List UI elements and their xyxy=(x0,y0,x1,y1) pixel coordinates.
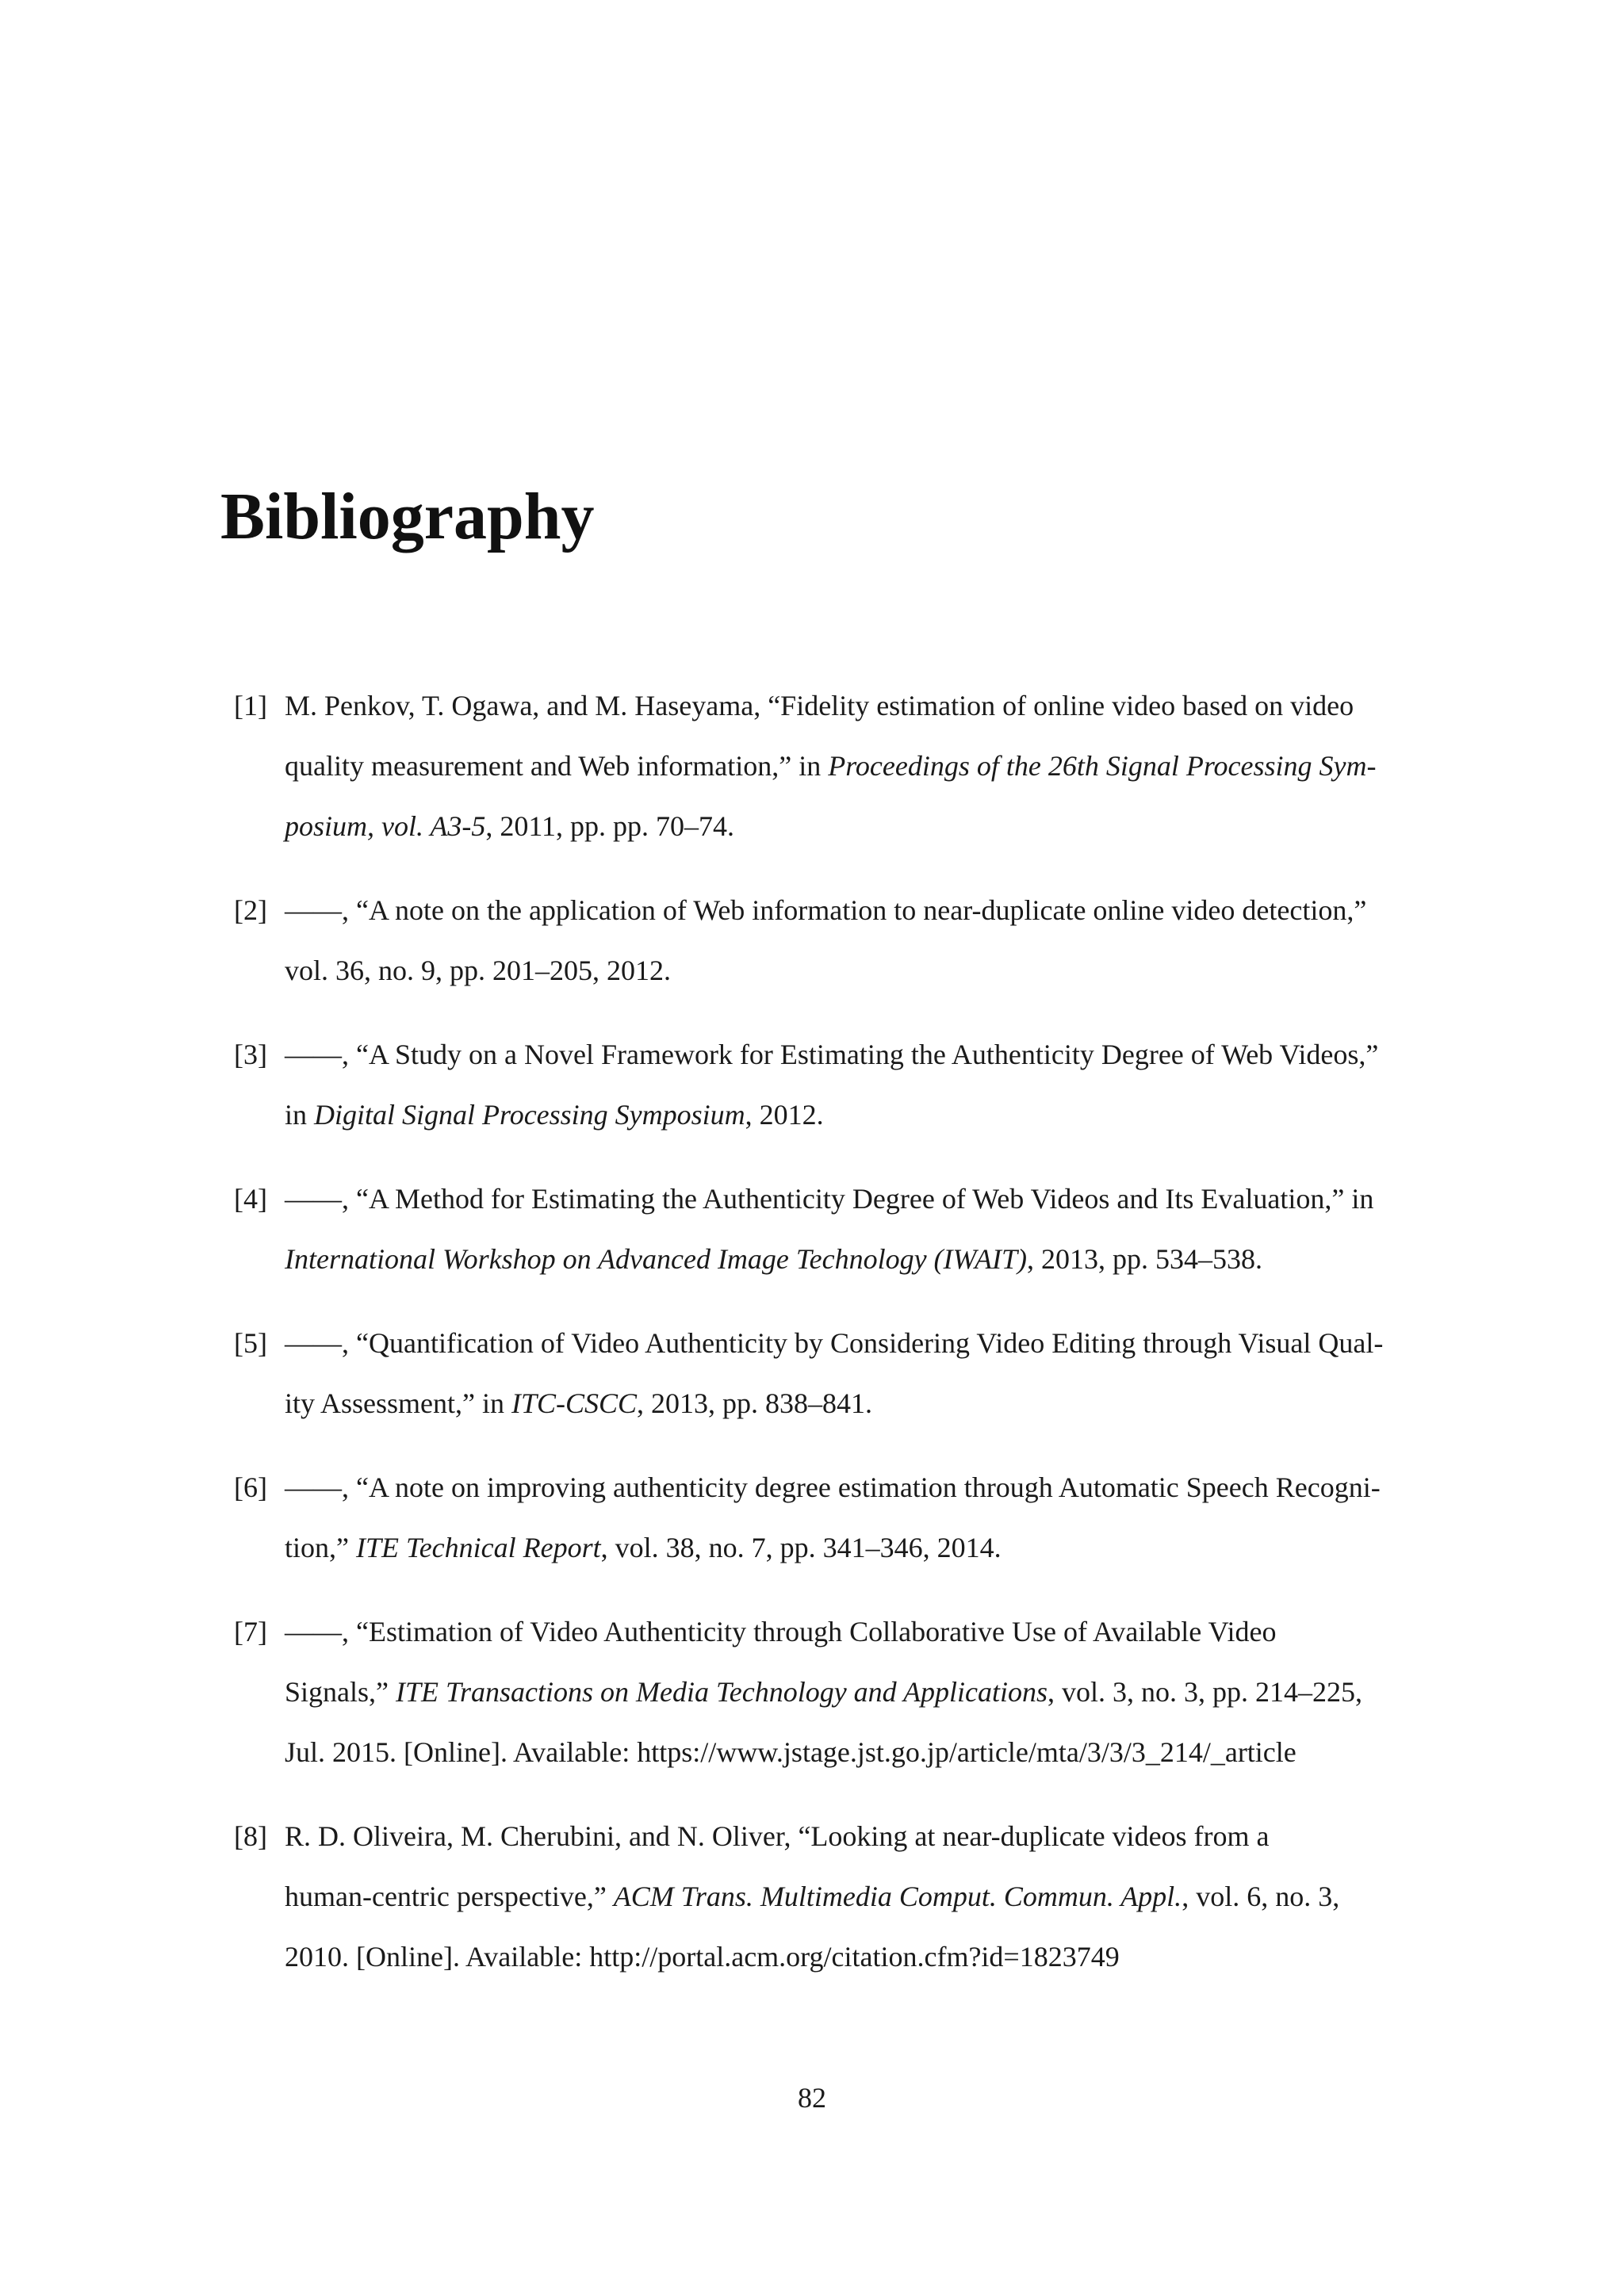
reference-text: ——, “Quantification of Video Authenticity by Considering Video Editing through Visual Qual- xyxy=(285,1327,1384,1359)
reference-text: , vol. 6, no. 3, xyxy=(1182,1881,1340,1912)
reference-text: tion,” xyxy=(285,1532,356,1563)
reference-number: [4] xyxy=(234,1183,267,1215)
reference-text: ——, “A note on improving authenticity degree estimation through Automatic Speech Recogni- xyxy=(285,1471,1381,1503)
reference-number: [7] xyxy=(234,1616,267,1647)
reference-number: [1] xyxy=(234,690,267,721)
reference-number: [3] xyxy=(234,1039,267,1070)
reference-venue: posium, vol. A3-5 xyxy=(285,810,486,842)
reference-number: [2] xyxy=(234,894,267,926)
reference-text: Signals,” xyxy=(285,1676,396,1708)
reference-text: ——, “Estimation of Video Authenticity through Collaborative Use of Available Video xyxy=(285,1616,1277,1647)
reference-text: quality measurement and Web information,” in xyxy=(285,750,829,782)
reference-text: , 2013, pp. 534–538. xyxy=(1027,1243,1262,1275)
reference-text: R. D. Oliveira, M. Cherubini, and N. Oliver, “Looking at near-duplicate videos from a xyxy=(285,1820,1270,1852)
reference-text: ——, “A Study on a Novel Framework for Estimating the Authenticity Degree of Web Videos,” xyxy=(285,1039,1379,1070)
reference-url[interactable]: 2010. [Online]. Available: http://portal.acm.org/citation.cfm?id=1823749 xyxy=(285,1941,1120,1973)
reference-text: , vol. 3, no. 3, pp. 214–225, xyxy=(1048,1676,1363,1708)
page-number: 82 xyxy=(798,2082,826,2114)
reference-text: ——, “A note on the application of Web information to near-duplicate online video detection,” xyxy=(285,894,1367,926)
reference-venue: ACM Trans. Multimedia Comput. Commun. Appl. xyxy=(613,1881,1182,1912)
reference-venue: International Workshop on Advanced Image Technology (IWAIT) xyxy=(285,1243,1027,1275)
reference-venue: ITE Transactions on Media Technology and Applications xyxy=(396,1676,1048,1708)
reference-number: [8] xyxy=(234,1820,267,1852)
reference-venue: ITC-CSCC xyxy=(511,1387,638,1419)
reference-text: , vol. 38, no. 7, pp. 341–346, 2014. xyxy=(600,1532,1002,1563)
reference-text: , 2011, pp. pp. 70–74. xyxy=(485,810,734,842)
reference-venue: ITE Technical Report xyxy=(355,1532,601,1563)
reference-text: in xyxy=(285,1099,315,1131)
reference-url[interactable]: Jul. 2015. [Online]. Available: https://www.jstage.jst.go.jp/article/mta/3/3/3_214/_article xyxy=(285,1736,1297,1768)
reference-venue: Proceedings of the 26th Signal Processing Sym- xyxy=(828,750,1377,782)
reference-text: human-centric perspective,” xyxy=(285,1881,614,1912)
reference-text: M. Penkov, T. Ogawa, and M. Haseyama, “Fidelity estimation of online video based on video xyxy=(285,690,1354,721)
reference-number: [6] xyxy=(234,1471,267,1503)
reference-text: ity Assessment,” in xyxy=(285,1387,511,1419)
reference-text: , 2013, pp. 838–841. xyxy=(637,1387,873,1419)
reference-text: , 2012. xyxy=(745,1099,824,1131)
page-title: Bibliography xyxy=(220,480,595,553)
reference-venue: Digital Signal Processing Symposium xyxy=(314,1099,745,1131)
reference-number: [5] xyxy=(234,1327,267,1359)
reference-text: ——, “A Method for Estimating the Authenticity Degree of Web Videos and Its Evaluation,” in xyxy=(285,1183,1374,1215)
reference-text: vol. 36, no. 9, pp. 201–205, 2012. xyxy=(285,955,672,986)
